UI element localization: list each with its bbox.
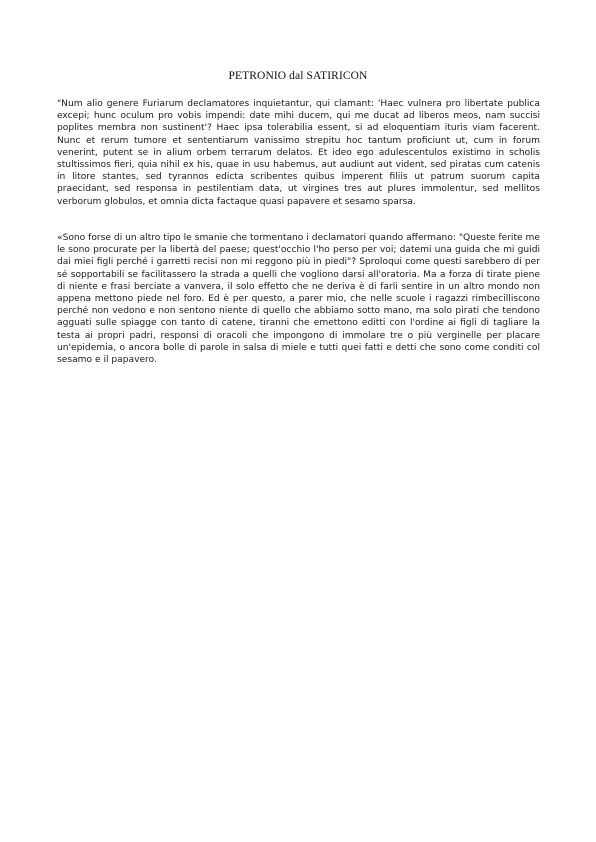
document-title: PETRONIO dal SATIRICON bbox=[228, 70, 368, 82]
latin-paragraph: "Num alio genere Furiarum declamatores inquietantur, qui clamant: 'Haec vulnera pro libertate publica excepi; hunc oculum pro vobis impendi: date mihi ducem, qui me ducat ad liberos meos, nam succisi poplites membra non sustinent'? Haec ipsa tolerabilia essent, si ad eloquentiam ituris viam facerent. Nunc et rerum tumore et sententiarum vanissimo strepitu hoc tantum proficiunt ut, cum in forum venerint, putent se in alium orbem terrarum delatos. Et ideo ego adulescentulos existimo in scholis stultissimos fieri, quia nihil ex his, quae in usu habemus, aut audiunt aut vident, sed piratas cum catenis in litore stantes, sed tyrannos edicta scribentes quibus imperent filiis ut patrum suorum capita praecidant, sed responsa in pestilentiam data, ut virgines tres aut plures immolentur, sed mellitos verborum globulos, et omnia dicta factaque quasi papavere et sesamo sparsa. bbox=[57, 99, 540, 207]
italian-translation-paragraph: «Sono forse di un altro tipo le smanie che tormentano i declamatori quando affermano: "Queste ferite me le sono procurate per la libertà del paese; quest'occhio l'ho perso per voi; datemi una guida che mi guidi dai miei figli perché i garretti recisi non mi reggono più in piedi"? Sproloqui come questi sarebbero di per sé sopportabili se facilitassero la strada a quelli che vogliono darsi all'oratoria. Ma a forza di tirate piene di niente e frasi berciate a vanvera, il solo effetto che ne deriva è di farli sentire in un altro mondo non appena mettono piede nel foro. Ed è per questo, a parer mio, che nelle scuole i ragazzi rimbecilliscono perché non vedono e non sentono niente di quello che abbiamo sotto mano, ma solo pirati che tendono agguati sulle spiagge con tanto di catene, tiranni che emettono editti con l'ordine ai figli di tagliare la testa ai propri padri, responsi di oracoli che impongono di immolare tre o più verginelle per placare un'epidemia, o ancora bolle di parole in salsa di miele e tutti quei fatti e detti che sono come conditi col sesamo e il papavero. bbox=[57, 233, 540, 366]
